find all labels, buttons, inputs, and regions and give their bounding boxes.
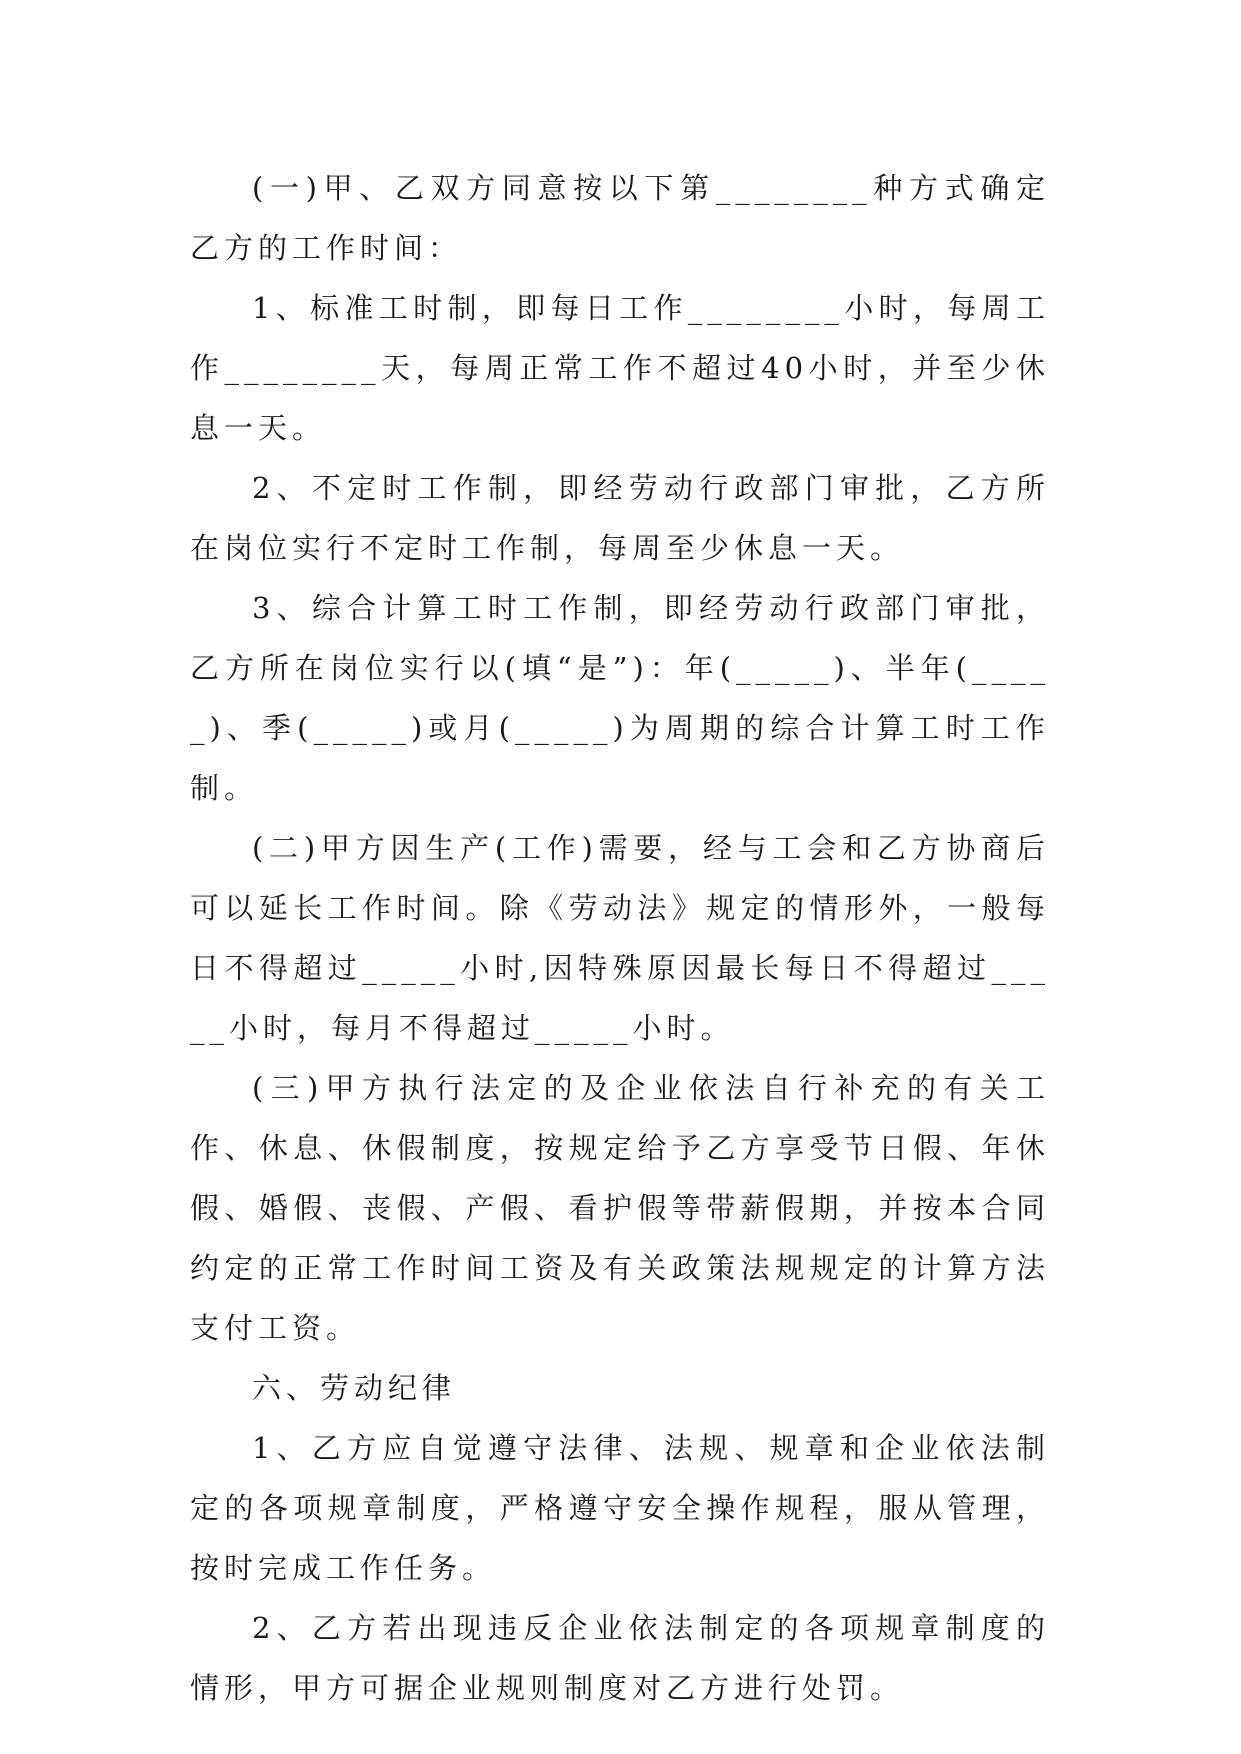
paragraph-comprehensive-hours: 3、综合计算工时工作制，即经劳动行政部门审批，乙方所在岗位实行以(填“是”)：年(_____)、半年(_____)、季(_____)或月(_____)为周期的综合计算工时工作制。 (190, 591, 1050, 805)
paragraph-discipline-compliance: 1、乙方应自觉遵守法律、法规、规章和企业依法制定的各项规章制度，严格遵守安全操作规程，服从管理，按时完成工作任务。 (190, 1431, 1050, 1585)
document-body (190, 158, 1050, 1718)
paragraph-discipline-penalty: 2、乙方若出现违反企业依法制定的各项规章制度的情形，甲方可据企业规则制度对乙方进行处罚。 (190, 1611, 1050, 1705)
paragraph-leave-system: (三)甲方执行法定的及企业依法自行补充的有关工作、休息、休假制度，按规定给予乙方享受节日假、年休假、婚假、丧假、产假、看护假等带薪假期，并按本合同约定的正常工作时间工资及有关政策法规规定的计算方法支付工资。 (190, 1071, 1050, 1345)
paragraph-overtime: (二)甲方因生产(工作)需要，经与工会和乙方协商后可以延长工作时间。除《劳动法》规定的情形外，一般每日不得超过_____小时,因特殊原因最长每日不得超过_____小时，每月不得超过_____小时。 (190, 831, 1050, 1045)
section-heading-labor-discipline: 六、劳动纪律 (252, 1371, 457, 1405)
paragraph-standard-hours: 1、标准工时制，即每日工作________小时，每周工作________天，每周正常工作不超过40小时，并至少休息一天。 (190, 291, 1050, 445)
paragraph-flexible-hours: 2、不定时工作制，即经劳动行政部门审批，乙方所在岗位实行不定时工作制，每周至少休息一天。 (190, 471, 1050, 565)
paragraph-working-hours-method: (一)甲、乙双方同意按以下第________种方式确定乙方的工作时间： (190, 171, 1050, 265)
